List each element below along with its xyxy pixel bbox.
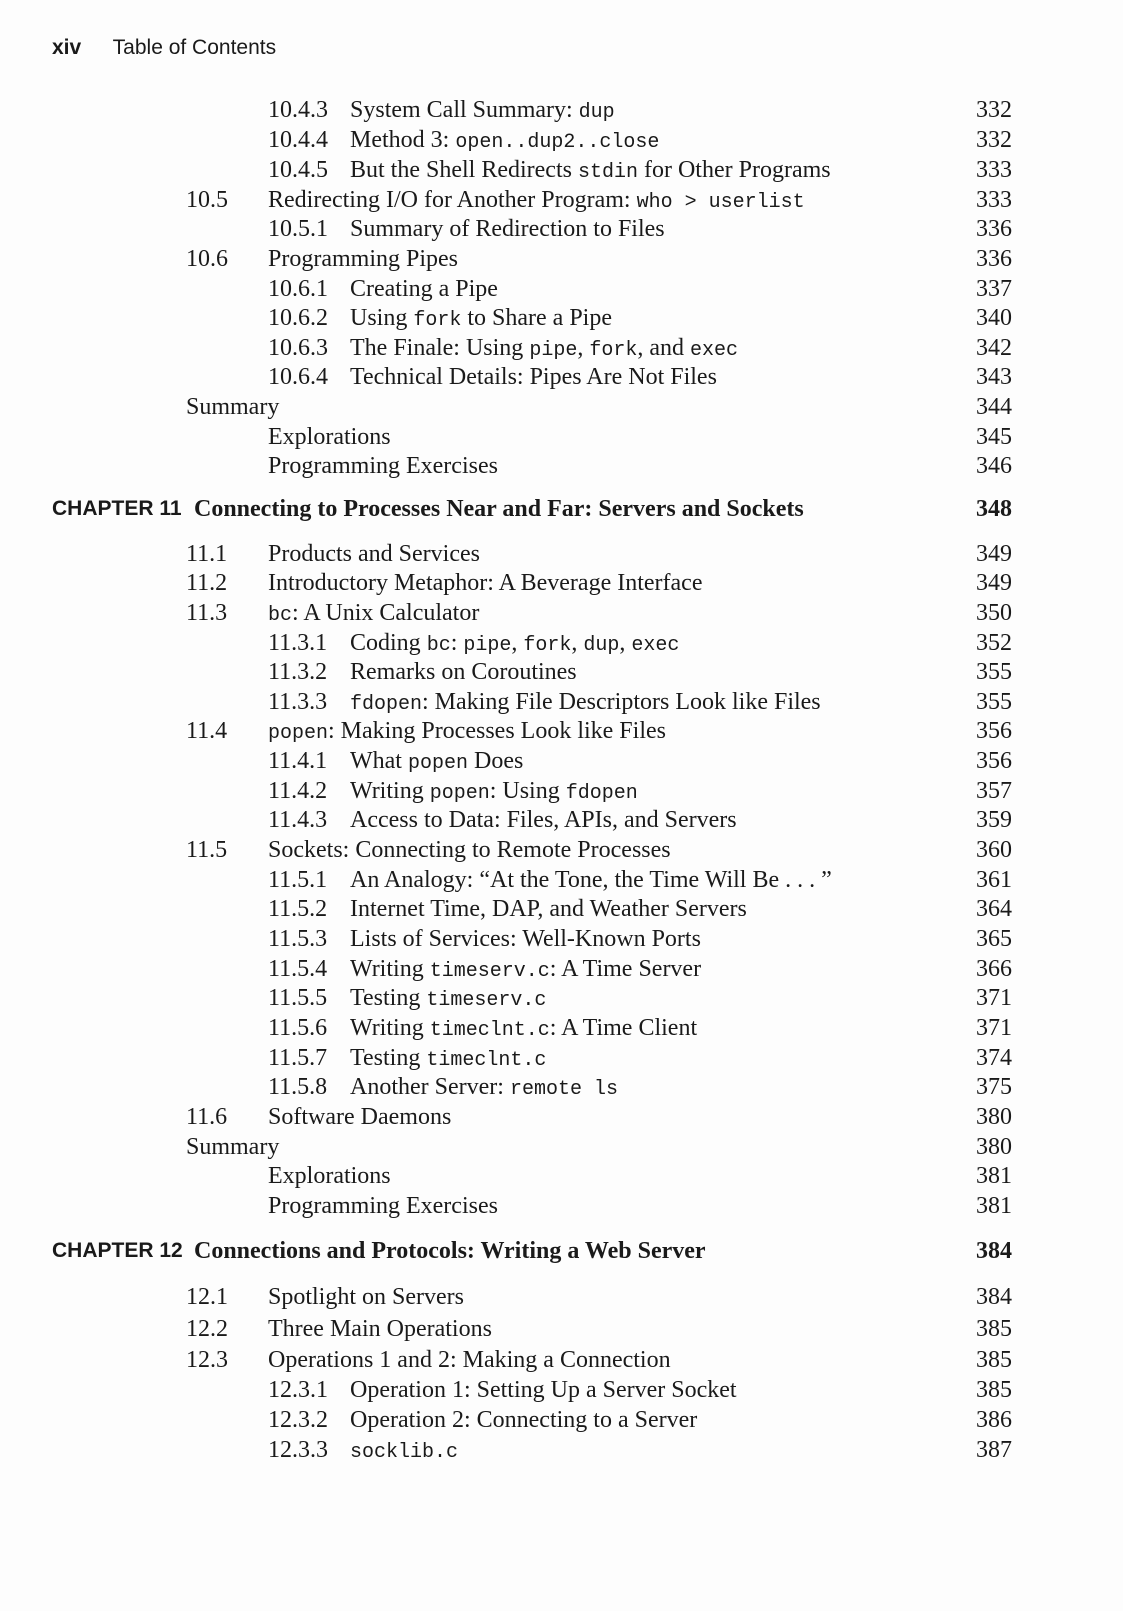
toc-page-number: 384 — [976, 1238, 1012, 1264]
title-text: Operation 2: Connecting to a Server — [350, 1407, 698, 1433]
toc-entry-title[interactable] — [350, 924, 701, 954]
toc-page-number: 332 — [976, 127, 1012, 153]
code-term: open..dup2..close — [455, 131, 660, 154]
toc-entry-title[interactable] — [350, 125, 659, 158]
toc-page-number: 381 — [976, 1193, 1012, 1219]
title-text: Summary — [186, 394, 280, 420]
title-text: Software Daemons — [268, 1104, 452, 1130]
code-term: fork — [523, 634, 572, 657]
title-text: Operation 1: Setting Up a Server Socket — [350, 1377, 737, 1403]
toc-page-number: 350 — [976, 600, 1012, 626]
toc-entry-title[interactable] — [268, 539, 480, 569]
toc-page-number: 386 — [976, 1407, 1012, 1433]
code-term: popen — [429, 782, 490, 805]
toc-entry-title[interactable] — [350, 1435, 458, 1468]
title-text: Does — [468, 748, 524, 774]
toc-page-number: 359 — [976, 807, 1012, 833]
toc-entry-title[interactable] — [268, 1282, 464, 1312]
toc-entry-title[interactable] — [350, 657, 577, 687]
toc-page-number: 349 — [976, 570, 1012, 596]
title-text: : A Time Server — [549, 956, 702, 982]
title-text: Redirecting I/O for Another Program: — [268, 187, 637, 213]
toc-entry-title[interactable] — [350, 1375, 737, 1405]
running-title: Table of Contents — [112, 36, 277, 59]
title-text: Programming Exercises — [268, 1193, 498, 1219]
code-term: exec — [631, 634, 680, 657]
toc-page-number: 343 — [976, 364, 1012, 390]
title-text: : A Unix Calculator — [292, 600, 480, 626]
code-term: exec — [690, 339, 739, 362]
toc-entry-title[interactable] — [350, 1072, 618, 1105]
toc-entry-title[interactable] — [268, 598, 479, 631]
title-text: Spotlight on Servers — [268, 1284, 464, 1310]
code-term: fdopen — [565, 782, 638, 805]
toc-entry-title[interactable] — [186, 1132, 279, 1162]
title-text: , and — [637, 335, 690, 361]
title-text: Testing — [350, 1045, 427, 1071]
title-text: Connections and Protocols: Writing a Web Server — [194, 1238, 706, 1264]
title-text: , — [511, 630, 524, 656]
chapter-label: CHAPTER 11 — [52, 497, 182, 520]
toc-entry-number: 10.6.2 — [268, 305, 328, 331]
title-text: , — [571, 630, 584, 656]
toc-entry-number: 12.1 — [186, 1284, 228, 1310]
toc-page-number: 349 — [976, 541, 1012, 567]
title-text: : — [450, 630, 464, 656]
toc-entry-title[interactable] — [268, 1191, 498, 1221]
code-term: timeserv.c — [429, 960, 550, 983]
toc-page-number: 342 — [976, 335, 1012, 361]
title-text: : Making Processes Look like Files — [328, 718, 666, 744]
toc-entry-title[interactable] — [350, 95, 615, 128]
toc-entry-title[interactable] — [350, 1013, 697, 1046]
toc-page-number: 375 — [976, 1074, 1012, 1100]
title-text: Using — [350, 305, 414, 331]
toc-entry-number: 11.6 — [186, 1104, 228, 1130]
title-text: The Finale: Using — [350, 335, 530, 361]
toc-entry-number: 11.5.7 — [268, 1045, 328, 1071]
toc-page-number: 381 — [976, 1163, 1012, 1189]
code-term: pipe — [463, 634, 512, 657]
toc-page-number: 355 — [976, 689, 1012, 715]
title-text: to Share a Pipe — [461, 305, 612, 331]
toc-page-number: 385 — [976, 1377, 1012, 1403]
toc-page-number: 356 — [976, 718, 1012, 744]
toc-entry-title[interactable] — [268, 716, 666, 749]
toc-entry-number: 11.3.3 — [268, 689, 328, 715]
toc-entry-number: 11.4.2 — [268, 778, 328, 804]
title-text: , — [619, 630, 632, 656]
toc-page-number: 380 — [976, 1134, 1012, 1160]
toc-entry-number: 11.5 — [186, 837, 228, 863]
code-term: dup — [583, 634, 620, 657]
code-term: timeclnt.c — [429, 1019, 550, 1042]
code-term: dup — [578, 101, 615, 124]
toc-entry-title[interactable] — [268, 1161, 391, 1191]
toc-page-number: 357 — [976, 778, 1012, 804]
title-text: Remarks on Coroutines — [350, 659, 577, 685]
title-text: Technical Details: Pipes Are Not Files — [350, 364, 717, 390]
code-term: popen — [268, 722, 329, 745]
title-text: Another Server: — [350, 1074, 510, 1100]
toc-entry-title[interactable] — [268, 1102, 451, 1132]
toc-entry-title[interactable] — [350, 894, 747, 924]
toc-page-number: 336 — [976, 246, 1012, 272]
title-text: : Using — [489, 778, 566, 804]
toc-entry-number: 10.6.3 — [268, 335, 328, 361]
title-text: for Other Programs — [637, 157, 831, 183]
title-text: Summary — [186, 1134, 280, 1160]
title-text: Lists of Services: Well-Known Ports — [350, 926, 701, 952]
title-text: Creating a Pipe — [350, 276, 498, 302]
toc-entry-number: 12.2 — [186, 1316, 228, 1342]
code-term: pipe — [529, 339, 578, 362]
code-term: popen — [407, 752, 468, 775]
toc-page-number: 371 — [976, 985, 1012, 1011]
title-text: System Call Summary: — [350, 97, 579, 123]
toc-entry-number: 10.4.3 — [268, 97, 328, 123]
toc-page-number: 385 — [976, 1316, 1012, 1342]
toc-entry-number: 11.5.4 — [268, 956, 328, 982]
code-term: bc — [268, 604, 293, 627]
toc-page-number: 344 — [976, 394, 1012, 420]
toc-entry-number: 11.5.5 — [268, 985, 328, 1011]
toc-page-number: 384 — [976, 1284, 1012, 1310]
toc-entry-number: 11.5.3 — [268, 926, 328, 952]
code-term: socklib.c — [350, 1441, 459, 1464]
toc-page-number: 333 — [976, 187, 1012, 213]
title-text: But the Shell Redirects — [350, 157, 578, 183]
toc-page-number: 371 — [976, 1015, 1012, 1041]
toc-entry-title[interactable] — [268, 1345, 671, 1375]
title-text: An Analogy: “At the Tone, the Time Will Be . . . ” — [350, 867, 832, 893]
chapter-label: CHAPTER 12 — [52, 1239, 183, 1262]
toc-entry-title[interactable] — [350, 362, 717, 392]
toc-entry-number: 10.4.4 — [268, 127, 328, 153]
title-text: Explorations — [268, 1163, 391, 1189]
title-text: : A Time Client — [549, 1015, 698, 1041]
title-text: Sockets: Connecting to Remote Processes — [268, 837, 671, 863]
code-term: fork — [589, 339, 638, 362]
title-text: Operations 1 and 2: Making a Connection — [268, 1347, 671, 1373]
title-text: Three Main Operations — [268, 1316, 492, 1342]
toc-entry-number: 11.4 — [186, 718, 228, 744]
title-text: Products and Services — [268, 541, 480, 567]
toc-entry-number: 11.3.1 — [268, 630, 328, 656]
code-term: fdopen — [350, 693, 423, 716]
toc-entry-number: 11.1 — [186, 541, 228, 567]
toc-page-number: 360 — [976, 837, 1012, 863]
toc-entry-title[interactable] — [350, 274, 498, 304]
title-text: Internet Time, DAP, and Weather Servers — [350, 896, 747, 922]
code-term: stdin — [577, 161, 638, 184]
toc-entry-number: 12.3.2 — [268, 1407, 328, 1433]
toc-entry-title[interactable] — [268, 568, 702, 598]
toc-entry-number: 11.3.2 — [268, 659, 328, 685]
toc-entry-title[interactable] — [350, 303, 612, 336]
title-text: Programming Pipes — [268, 246, 458, 272]
title-text: Coding — [350, 630, 427, 656]
toc-entry-number: 10.6.4 — [268, 364, 328, 390]
title-text: : Making File Descriptors Look like Files — [422, 689, 821, 715]
toc-entry-title[interactable] — [350, 983, 546, 1016]
toc-page-number: 385 — [976, 1347, 1012, 1373]
toc-entry-number: 10.6.1 — [268, 276, 328, 302]
toc-entry-number: 11.2 — [186, 570, 228, 596]
code-term: remote ls — [509, 1078, 618, 1101]
toc-entry-title[interactable] — [350, 865, 832, 895]
toc-entry-title[interactable] — [350, 214, 665, 244]
chapter-title[interactable] — [194, 494, 804, 524]
toc-page-number: 366 — [976, 956, 1012, 982]
toc-entry-number: 12.3.3 — [268, 1437, 328, 1463]
toc-page-number: 340 — [976, 305, 1012, 331]
title-text: Programming Exercises — [268, 453, 498, 479]
toc-page-number: 374 — [976, 1045, 1012, 1071]
title-text: Connecting to Processes Near and Far: Servers and Sockets — [194, 496, 804, 522]
toc-page-number: 348 — [976, 496, 1012, 522]
toc-entry-number: 11.5.1 — [268, 867, 328, 893]
title-text: Method 3: — [350, 127, 456, 153]
toc-entry-number: 10.5.1 — [268, 216, 328, 242]
toc-page-number: 355 — [976, 659, 1012, 685]
chapter-title[interactable] — [194, 1236, 706, 1266]
code-term: timeclnt.c — [426, 1049, 547, 1072]
toc-entry-number: 10.5 — [186, 187, 228, 213]
title-text: What — [350, 748, 408, 774]
title-text: Explorations — [268, 424, 391, 450]
title-text: Introductory Metaphor: A Beverage Interface — [268, 570, 703, 596]
toc-entry-number: 11.3 — [186, 600, 228, 626]
toc-entry-number: 11.4.1 — [268, 748, 328, 774]
toc-entry-number: 12.3 — [186, 1347, 228, 1373]
code-term: fork — [413, 309, 462, 332]
toc-entry-title[interactable] — [268, 835, 671, 865]
toc-page-number: 380 — [976, 1104, 1012, 1130]
toc-entry-number: 11.4.3 — [268, 807, 328, 833]
page-number: xiv — [52, 36, 82, 59]
code-term: who > userlist — [636, 191, 805, 214]
toc-entry-title[interactable] — [268, 422, 391, 452]
toc-page-number: 332 — [976, 97, 1012, 123]
toc-entry-title[interactable] — [268, 1314, 492, 1344]
title-text: Writing — [350, 1015, 430, 1041]
title-text: Testing — [350, 985, 427, 1011]
toc-page-number: 345 — [976, 424, 1012, 450]
toc-page-number: 352 — [976, 630, 1012, 656]
toc-page-number: 364 — [976, 896, 1012, 922]
toc-page-number: 365 — [976, 926, 1012, 952]
toc-entry-number: 11.5.6 — [268, 1015, 328, 1041]
code-term: timeserv.c — [426, 989, 547, 1012]
toc-entry-title[interactable] — [268, 244, 458, 274]
toc-entry-title[interactable] — [186, 392, 279, 422]
title-text: Writing — [350, 778, 430, 804]
code-term: bc — [426, 634, 451, 657]
toc-entry-title[interactable] — [268, 451, 498, 481]
toc-entry-number: 11.5.8 — [268, 1074, 328, 1100]
toc-page-number: 333 — [976, 157, 1012, 183]
toc-entry-number: 12.3.1 — [268, 1377, 328, 1403]
title-text: Access to Data: Files, APIs, and Servers — [350, 807, 737, 833]
toc-page-number: 387 — [976, 1437, 1012, 1463]
title-text: , — [577, 335, 590, 361]
toc-page-number: 356 — [976, 748, 1012, 774]
toc-entry-title[interactable] — [350, 1405, 697, 1435]
toc-entry-title[interactable] — [350, 805, 737, 835]
toc-entry-number: 10.6 — [186, 246, 228, 272]
toc-entry-title[interactable] — [350, 746, 523, 779]
toc-page-number: 346 — [976, 453, 1012, 479]
toc-entry-number: 10.4.5 — [268, 157, 328, 183]
toc-entry-title[interactable] — [350, 155, 831, 188]
title-text: Writing — [350, 956, 430, 982]
toc-entry-number: 11.5.2 — [268, 896, 328, 922]
title-text: Summary of Redirection to Files — [350, 216, 665, 242]
toc-page-number: 337 — [976, 276, 1012, 302]
toc-page-number: 361 — [976, 867, 1012, 893]
toc-page-number: 336 — [976, 216, 1012, 242]
